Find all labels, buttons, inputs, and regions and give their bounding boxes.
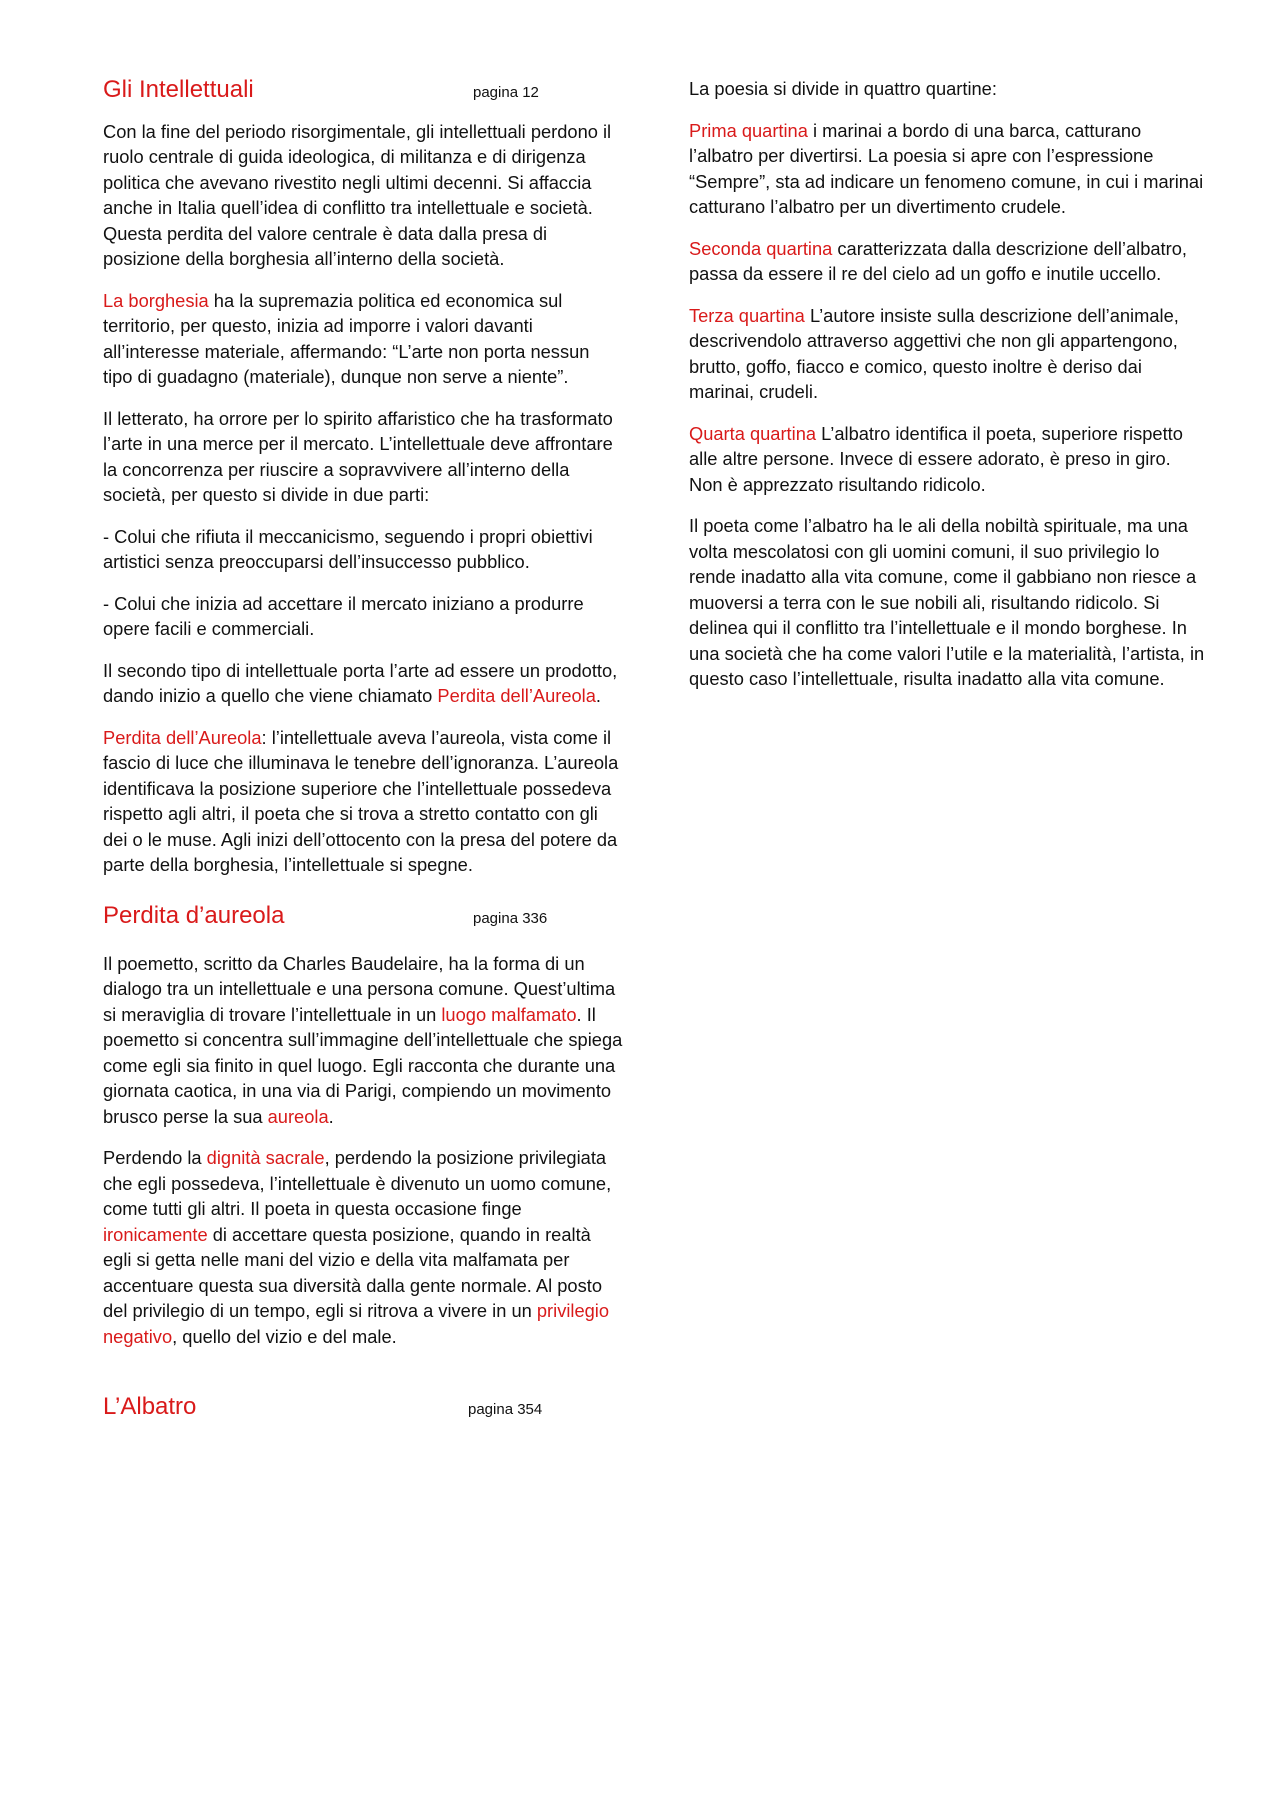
highlight-term: La borghesia (103, 289, 209, 311)
paragraph-quartina: Quarta quartina L’albatro identifica il poeta, superiore rispetto alle altre persone. Invece di essere adorato, è preso in giro. Non è apprezzato risultando ridicolo. (689, 422, 1183, 495)
highlight-term: privilegio negativo (103, 1300, 610, 1347)
list-item: - Colui che rifiuta il meccanicismo, seguendo i propri obiettivi artistici senza preoccuparsi dell’insuccesso pubblico. (103, 525, 593, 573)
page-reference: pagina 12 (473, 84, 539, 101)
highlight-term: Perdita dell’Aureola (437, 685, 596, 707)
highlight-term: Terza quartina (689, 304, 805, 326)
highlight-term: luogo malfamato (441, 1003, 577, 1025)
highlight-term: Seconda quartina (689, 237, 833, 259)
paragraph: Con la fine del periodo risorgimentale, gli intellettuali perdono il ruolo centrale di guida ideologica, di militanza e di dirigenza politica che avevano rivestito negli ultimi decenni. Si affaccia anche in Italia quell’idea di conflitto tra intellettuale e società. Questa perdita del valore centrale è data dalla presa di posizione della borghesia all’interno della società. (103, 120, 612, 270)
list-item: - Colui che inizia ad accettare il mercato iniziano a produrre opere facili e commerciali. (103, 592, 584, 640)
paragraph: Il poemetto, scritto da Charles Baudelaire, ha la forma di un dialogo tra un intellettuale e una persona comune. Quest’ultima si meraviglia di trovare l’intellettuale in un luogo malfamato. Il poemetto si concentra sull’immagine dell’intellettuale che spiega come egli sia finito in quel luogo. Egli racconta che durante una giornata caotica, in una via di Parigi, compiendo un movimento brusco perse la sua aureola. (103, 952, 623, 1127)
paragraph: Perdita dell’Aureola: l’intellettuale aveva l’aureola, vista come il fascio di luce che illuminava le tenebre dell’ignoranza. L’aureola identificava la posizione superiore che l’intellettuale possedeva rispetto agli altri, il poeta che si trova a stretto contatto con gli dei o le muse. Agli inizi dell’ottocento con la presa del potere da parte della borghesia, l’intellettuale si spegne. (103, 726, 619, 876)
paragraph-quartina: Terza quartina L’autore insiste sulla descrizione dell’animale, descrivendolo attraverso aggettivi che non gli appartengono, brutto, goffo, fiacco e comico, questo inoltre è deriso dai marinai, crudeli. (689, 304, 1179, 402)
paragraph: Il letterato, ha orrore per lo spirito affaristico che ha trasformato l’arte in una merce per il mercato. L’intellettuale deve affrontare la concorrenza per riuscire a sopravvivere all’interno della società, per questo si divide in due parti: (103, 407, 613, 506)
paragraph: Il secondo tipo di intellettuale porta l’arte ad essere un prodotto, dando inizio a quello che viene chiamato Perdita dell’Aureola. (103, 659, 618, 707)
paragraph-quartina: Seconda quartina caratterizzata dalla descrizione dell’albatro, passa da essere il re del cielo ad un goffo e inutile uccello. (689, 237, 1187, 284)
page-reference: pagina 336 (473, 909, 548, 927)
paragraph-conclusion: Il poeta come l’albatro ha le ali della nobiltà spirituale, ma una volta mescolatosi con gli uomini comuni, il suo privilegio lo rende inadatto alla vita comune, come il gabbiano non riesce a muoversi a terra con le sue nobili ali, risultando ridicolo. Si delinea qui il conflitto tra l’intellettuale e il mondo borghese. In una società che ha come valori l’utile e la materialità, l’artista, in questo caso l’intellettuale, risulta inadatto alla vita comune. (689, 515, 1205, 689)
highlight-term: Quarta quartina (689, 422, 817, 444)
left-column (103, 76, 623, 1436)
right-column (689, 76, 1209, 708)
highlight-term: aureola (267, 1105, 329, 1127)
page-reference: pagina 354 (468, 1401, 543, 1419)
paragraph: Perdendo la dignità sacrale, perdendo la posizione privilegiata che egli possedeva, l’intellettuale è divenuto un uomo comune, come tutti gli altri. Il poeta in questa occasione finge ironicamente di accettare questa posizione, quando in realtà egli si getta nelle mani del vizio e della vita malfamata per accentuare questa sua diversità dalla gente normale. Al posto del privilegio di un tempo, egli si ritrova a vivere in un privilegio negativo, quello del vizio e del male. (103, 1147, 612, 1347)
highlight-term: Prima quartina (689, 119, 808, 141)
highlight-term: dignità sacrale (206, 1147, 325, 1169)
section-title: Gli Intellettuali (103, 76, 254, 103)
paragraph-quartina: Prima quartina i marinai a bordo di una barca, catturano l’albatro per divertirsi. La poesia si apre con l’espressione “Sempre”, sta ad indicare un fenomeno comune, in cui i marinai catturano l’albatro per un divertimento crudele. (689, 119, 1204, 217)
section-header-perdita-aureola (103, 902, 623, 931)
highlight-term: ironicamente (103, 1223, 208, 1245)
section-header-albatro (103, 1393, 623, 1422)
paragraph-intro: La poesia si divide in quattro quartine: (689, 78, 997, 99)
section-title: Perdita d’aureola (103, 901, 285, 929)
section-title: L’Albatro (103, 1393, 197, 1421)
highlight-term: Perdita dell’Aureola (103, 726, 262, 748)
section-header-intellettuali (103, 76, 623, 105)
paragraph: La borghesia ha la supremazia politica ed economica sul territorio, per questo, inizia ad imporre i valori davanti all’interesse materiale, affermando: “L’arte non porta nessun tipo di guadagno (materiale), dunque non serve a niente”. (103, 289, 590, 388)
